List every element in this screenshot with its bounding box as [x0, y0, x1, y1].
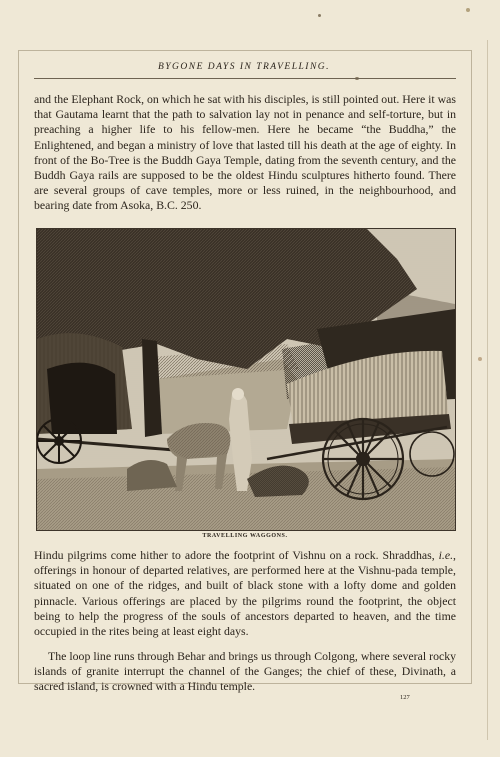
italic-abbreviation: i.e. [438, 548, 454, 562]
text-run: , offerings in honour of departed relatives, are performed here at the Vishnu-pada temple, situated on one of the ridges, and built of black stone with a lofty dome and golden pinnacle. Various offerings are placed by the pilgrims round the footprint, the object being to help the progress of the souls of ancestors departed to heaven, and the time occupied in the rites being at least eight days. [34, 548, 456, 639]
page-number: 127 [400, 694, 410, 701]
paper-speck [318, 14, 321, 17]
body-paragraph [34, 548, 456, 639]
page-edge [487, 40, 488, 740]
figure-caption: TRAVELLING WAGGONS. [202, 533, 288, 539]
paper-speck [466, 8, 470, 12]
body-paragraph: and the Elephant Rock, on which he sat with his disciples, is still pointed out. Here it was that Gautama learnt that the path to salvation lay not in penance and self-torture, but in preaching a higher life to his fellow-men. Here he became “the Buddha,” the Enlightened, and began a ministry of love that lasted till his death at the age of eighty. In front of the Bo-Tree is the Buddh Gaya Temple, dating from the seventh century, and the Buddh Gaya rails are supposed to be the oldest Hindu sculptures hitherto found. There are several groups of cave temples, more or less ruined, in the neighbourhood, and bearing date from Asoka, B.C. 250. [34, 92, 456, 213]
body-paragraph: The loop line runs through Behar and brings us through Colgong, where several rocky islands of granite interrupt the channel of the Ganges; the chief of these, Divinath, a sacred island, is crowned with a Hindu temple. [34, 649, 456, 694]
paper-speck [478, 357, 482, 361]
header-rule [34, 78, 456, 79]
running-head: BYGONE DAYS IN TRAVELLING. [157, 62, 331, 72]
illustration-travelling-waggons [36, 228, 456, 531]
text-run: Hindu pilgrims come hither to adore the footprint of Vishnu on a rock. Shraddhas, [34, 548, 439, 562]
